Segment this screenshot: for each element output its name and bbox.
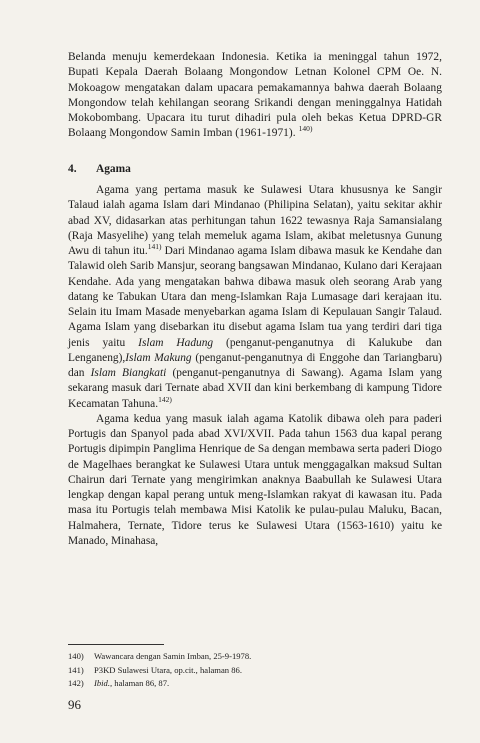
- footnote-number: 141): [68, 664, 84, 675]
- paragraph-islam-text-c: (penganut-penganutnya di Kalukube dan Lenganeng),: [68, 336, 442, 364]
- section-title: Agama: [96, 163, 131, 175]
- footnote-text: Wawancara dengan Samin Imban, 25-9-1978.: [94, 651, 252, 661]
- footnote-140: [68, 650, 442, 664]
- footnote-text: [94, 677, 169, 691]
- opening-paragraph: [68, 50, 442, 142]
- footnote-divider: [68, 644, 164, 645]
- footnote-text-rest: halaman 86, 87.: [112, 678, 170, 688]
- paragraph-islam-text-d: (penganut-penganutnya di Enggohe dan Tariangbaru) dan: [68, 351, 442, 379]
- paragraph-islam-text-e: (penganut-penganutnya di Sawang). Agama Islam yang sekarang masuk dari Ternate abad XVII dan kini berkembang di kampung Tidore Kecamatan Tahuna.: [68, 367, 443, 410]
- footnote-142: [68, 677, 442, 691]
- page-number: 96: [68, 697, 81, 712]
- footnote-ref-140: 140): [298, 124, 313, 134]
- paragraph-islam-text-a: Agama yang pertama masuk ke Sulawesi Utara khususnya ke Sangir Talaud ialah agama Islam dari Mindanao (Philipina Selatan), yaitu sekitar akhir abad XV, didasarkan atas perhitungan tahun 1622 tewasnya Raja Samansialang (Raja Masyelihe) yang telah memeluk agama Islam, akibat meletusnya Gunung Awu di tahun itu.: [68, 184, 442, 257]
- term-islam-makung: Islam Makung: [125, 351, 192, 364]
- footnotes: [68, 650, 442, 691]
- paragraph-islam-text-b: Dari Mindanao agama Islam dibawa masuk ke Kendahe dan Talawid oleh Sarib Mansjur, seorang bangsawan Mindanao, Kulano dari Kerajaan Kendahe. Ada yang mengatakan bahwa dibawa masuk oleh seorang Arab yang datang ke Tabukan Utara dan meng-Islamkan Raja Lumasage dari kerajaan itu. Selain itu Imam Masade menyebarkan agama Islam di Kepulauan Sangir Talaud. Agama Islam yang disebarkan itu disebut agama Islam tua yang terdiri dari tiga jenis yaitu: [68, 245, 442, 349]
- footnote-ref-141: 141): [147, 242, 162, 252]
- section-body: [68, 183, 442, 549]
- opening-paragraph-text: Belanda menuju kemerdekaan Indonesia. Ketika ia meninggal tahun 1972, Bupati Kepala Daerah Bolaang Mongondow Letnan Kolonel CPM Oe. N. Mokoagow mengatakan dalam upacara pemakamannya bahwa daerah Bolaang Mongondow telah kehilangan seorang Srikandi dengan meninggalnya Hatidah Mokobombang. Upacara itu turut dihadiri pula oleh bekas Ketua DPRD-GR Bolaang Mongondow Samin Imban (1961-1971).: [68, 51, 442, 140]
- paragraph-islam: [68, 183, 442, 412]
- section-heading: [68, 163, 131, 175]
- footnote-number: 142): [68, 678, 84, 688]
- section-number: 4.: [68, 163, 77, 175]
- footnote-number: 140): [68, 651, 84, 661]
- footnote-141: [68, 664, 442, 678]
- footnote-ref-142: 142): [158, 394, 172, 404]
- footnote-italic: Ibid.,: [94, 678, 113, 688]
- paragraph-katolik: Agama kedua yang masuk ialah agama Katolik dibawa oleh para paderi Portugis dan Spanyol pada abad XVI/XVII. Pada tahun 1563 dua kapal perang Portugis dipimpin Panglima Henrique de Sa dengan membawa serta paderi Diogo de Magelhaes berangkat ke Sulawesi Utara untuk menggagalkan maksud Sultan Chairun dari Ternate yang mengirimkan anaknya Baabullah ke Sulawesi Utara lengkap dengan kapal perang untuk meng-Islamkan rakyat di kawasan itu. Pada masa itu Portugis telah membawa Misi Katolik ke pulau-pulau Maluku, Bacan, Halmahera, Ternate, Tidore terus ke Sulawesi Utara (1563-1610) yaitu ke Manado, Minahasa,: [68, 412, 442, 547]
- footnote-text: P3KD Sulawesi Utara, op.cit., halaman 86.: [94, 664, 242, 675]
- term-islam-hadung: Islam Hadung: [138, 336, 214, 349]
- term-islam-biangkati: Islam Biangkati: [90, 367, 167, 379]
